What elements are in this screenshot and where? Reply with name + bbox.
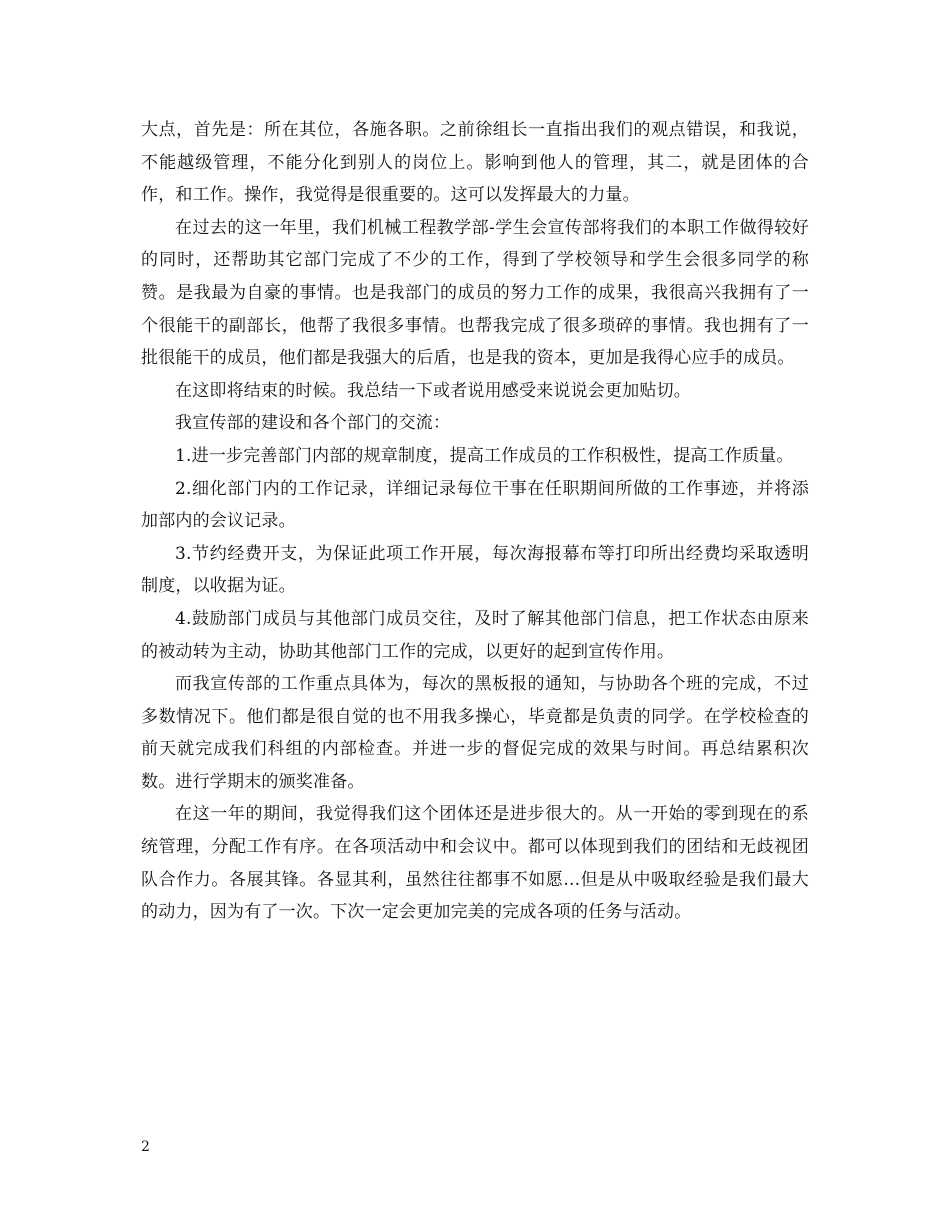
- paragraph: 而我宣传部的工作重点具体为，每次的黑板报的通知，与协助各个班的完成，不过多数情况下。他们都是很自觉的也不用我多操心，毕竟都是负责的同学。在学校检查的前天就完成我们科组的内部检查。并进一步的督促完成的效果与时间。再总结累积次数。进行学期末的颁奖准备。: [141, 674, 809, 792]
- paragraph: 大点，首先是：所在其位，各施各职。之前徐组长一直指出我们的观点错误，和我说，不能越级管理，不能分化到别人的岗位上。影响到他人的管理，其二，就是团体的合作，和工作。操作，我觉得是很重要的。这可以发挥最大的力量。: [141, 120, 809, 206]
- paragraph: 在这即将结束的时候。我总结一下或者说用感受来说说会更加贴切。: [175, 380, 691, 401]
- list-item-paragraph: 3.节约经费开支，为保证此项工作开展，每次海报幕布等打印所出经费均采取透明制度，以收据为证。: [141, 543, 809, 597]
- paragraph: 在过去的这一年里，我们机械工程教学部-学生会宣传部将我们的本职工作做得较好的同时，还帮助其它部门完成了不少的工作，得到了学校领导和学生会很多同学的称赞。是我最为自豪的事情。也是我部门的成员的努力工作的成果，我很高兴我拥有了一个很能干的副部长，他帮了我很多事情。也帮我完成了很多琐碎的事情。我也拥有了一批很能干的成员，他们都是我强大的后盾，也是我的资本，更加是我得心应手的成员。: [141, 217, 809, 369]
- list-item-paragraph: 4.鼓励部门成员与其他部门成员交往，及时了解其他部门信息，把工作状态由原来的被动转为主动，协助其他部门工作的完成，以更好的起到宣传作用。: [141, 608, 809, 662]
- list-item-paragraph: 2.细化部门内的工作记录，详细记录每位干事在任职期间所做的工作事迹，并将添加部内的会议记录。: [141, 478, 809, 532]
- list-item-paragraph: 1.进一步完善部门内部的规章制度，提高工作成员的工作积极性，提高工作质量。: [175, 445, 794, 466]
- paragraph: 在这一年的期间，我觉得我们这个团体还是进步很大的。从一开始的零到现在的系统管理，分配工作有序。在各项活动中和会议中。都可以体现到我们的团结和无歧视团队合作力。各展其锋。各显其利，虽然往往都事不如愿...但是从中吸取经验是我们最大的动力，因为有了一次。下次一定会更加完美的完成各项的任务与活动。: [141, 804, 809, 923]
- body-text: [141, 114, 809, 929]
- paragraph: 我宣传部的建设和各个部门的交流：: [175, 413, 451, 434]
- page-number: 2: [141, 1139, 150, 1155]
